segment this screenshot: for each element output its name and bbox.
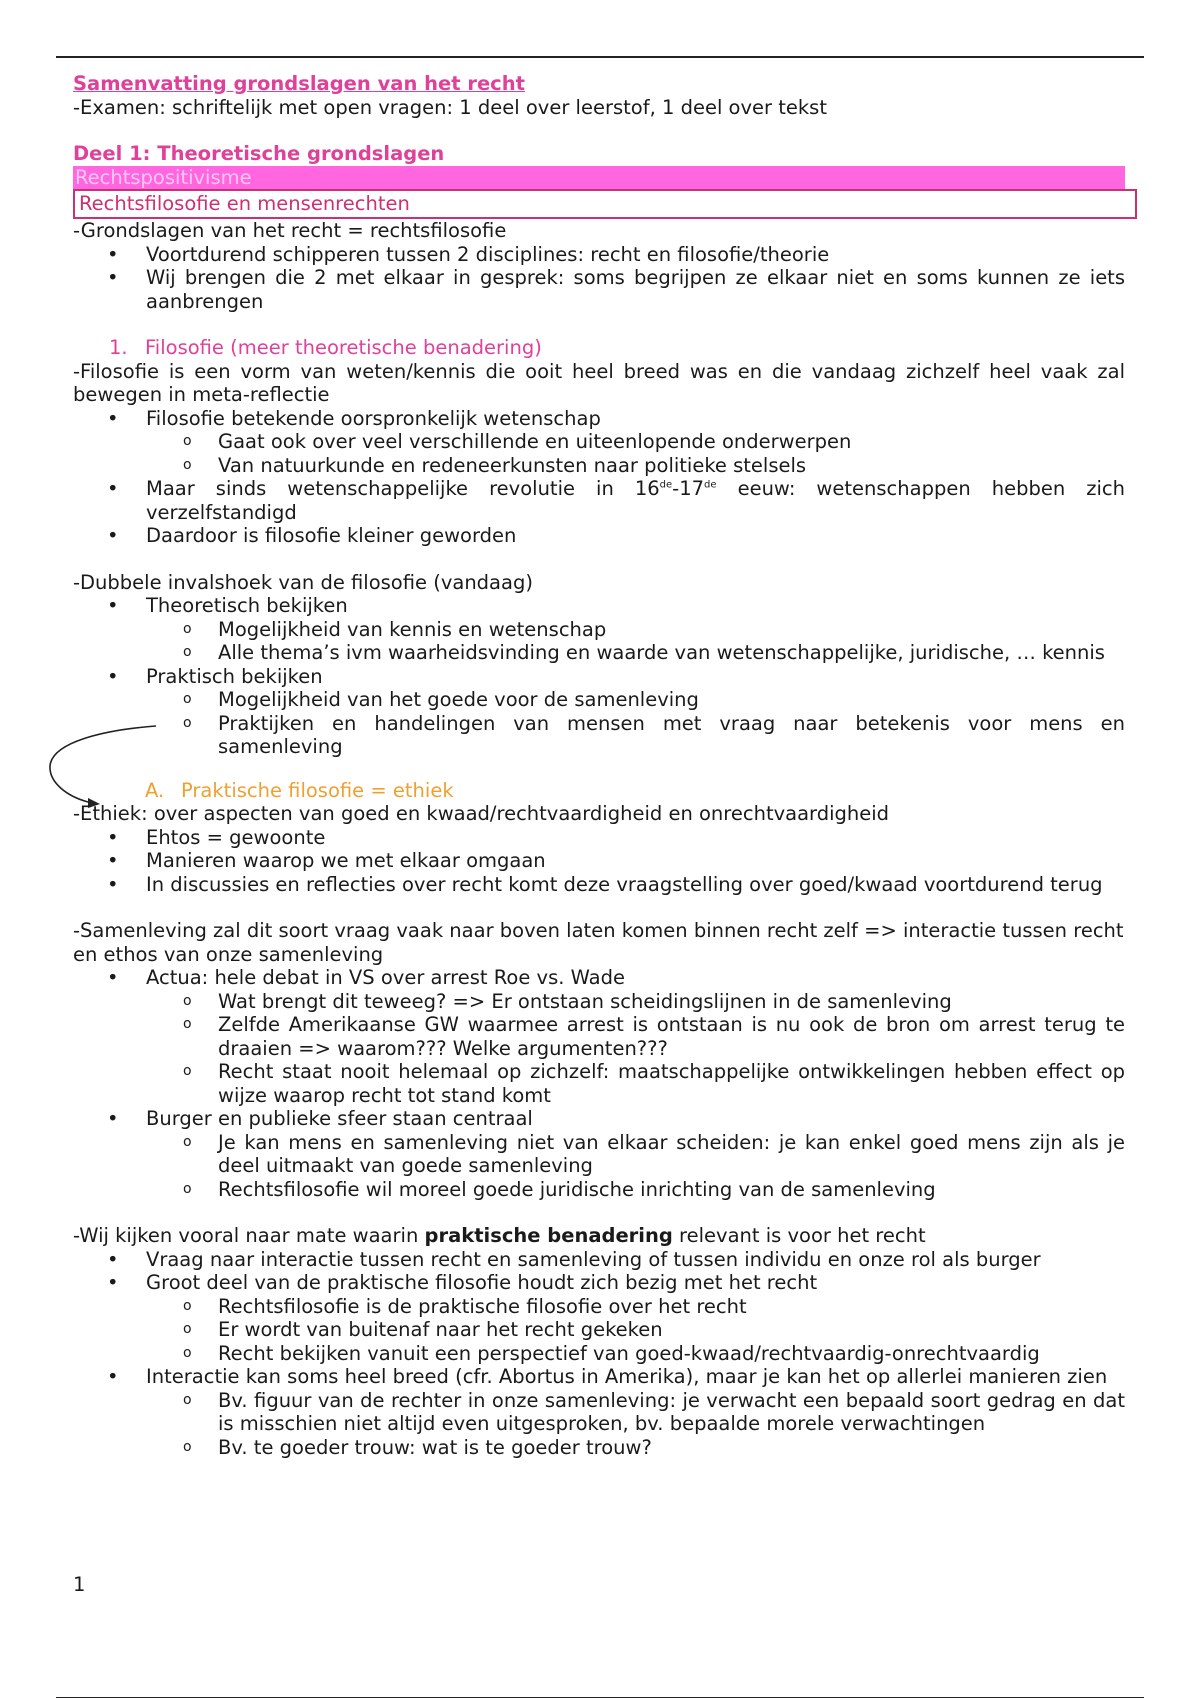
list-item-text: Filosofie betekende oorspronkelijk wetenschap <box>146 406 601 430</box>
section-1-paragraph: -Filosofie is een vorm van weten/kennis die ooit heel breed was en die vandaag zichzelf heel vaak zal bewegen in meta-reflectie <box>73 359 1125 406</box>
document-body <box>73 72 1125 1459</box>
list-item-text: Praktisch bekijken <box>146 664 323 688</box>
page-number: 1 <box>73 1573 86 1596</box>
list-item: • Ehtos = gewoonte <box>73 826 1125 850</box>
sub-list <box>73 990 1125 1108</box>
practical-list <box>73 1248 1125 1460</box>
society-list <box>73 966 1125 1201</box>
sub-list-item: o Je kan mens en samenleving niet van elkaar scheiden: je kan enkel goed mens zijn als je deel uitmaakt van goede samenleving <box>73 1131 1125 1178</box>
sub-list <box>73 618 1125 665</box>
list-item <box>73 1107 1125 1201</box>
society-line: -Samenleving zal dit soort vraag vaak naar boven laten komen binnen recht zelf => interactie tussen recht en ethos van onze samenleving <box>73 919 1124 966</box>
list-item <box>73 477 1125 524</box>
list-item <box>73 407 1125 478</box>
list-item: • Voortdurend schipperen tussen 2 disciplines: recht en filosofie/theorie <box>73 243 1125 267</box>
sub-list <box>73 1389 1125 1460</box>
footer-rule <box>56 1697 1144 1698</box>
sub-list-item: o Zelfde Amerikaanse GW waarmee arrest is ontstaan is nu ook de bron om arrest terug te draaien => waarom??? Welke argumenten??? <box>73 1013 1125 1060</box>
superscript: de <box>659 479 673 491</box>
sub-list-item: o Bv. te goeder trouw: wat is te goeder trouw? <box>73 1436 1125 1460</box>
sub-list <box>73 1131 1125 1202</box>
sub-list-item: o Rechtsfilosofie is de praktische filosofie over het recht <box>73 1295 1125 1319</box>
sub-list-item: o Rechtsfilosofie wil moreel goede juridische inrichting van de samenleving <box>73 1178 1125 1202</box>
bold-text: praktische benadering <box>424 1224 673 1247</box>
list-item-text: Actua: hele debat in VS over arrest Roe vs. Wade <box>146 966 625 989</box>
sub-list <box>73 1295 1125 1366</box>
section-a-heading <box>73 779 1125 803</box>
list-item-text: Burger en publieke sfeer staan centraal <box>146 1107 533 1130</box>
list-item <box>73 665 1125 759</box>
sub-list-item: o Recht bekijken vanuit een perspectief van goed-kwaad/rechtvaardig-onrechtvaardig <box>73 1342 1125 1366</box>
list-item-text: Interactie kan soms heel breed (cfr. Abortus in Amerika), maar je kan het op allerlei manieren zien <box>146 1365 1108 1388</box>
list-item: • In discussies en reflecties over recht komt deze vraagstelling over goed/kwaad voortdurend terug <box>73 873 1125 897</box>
section-1-heading <box>73 336 1125 360</box>
ethics-list <box>73 826 1125 897</box>
document-title: Samenvatting grondslagen van het recht <box>73 72 525 95</box>
sub-list-item: o Alle thema’s ivm waarheidsvinding en waarde van wetenschappelijke, juridische, … kennis <box>73 641 1125 665</box>
section-number: 1. <box>109 336 128 359</box>
section-letter: A. <box>145 778 165 802</box>
header-rule <box>56 56 1144 58</box>
list-item <box>73 594 1125 665</box>
sub-list-item: o Van natuurkunde en redeneerkunsten naar politieke stelsels <box>73 454 1125 478</box>
list-item-text: Groot deel van de praktische filosofie houdt zich bezig met het recht <box>146 1271 818 1294</box>
list-item: • Wij brengen die 2 met elkaar in gesprek: soms begrijpen ze elkaar niet en soms kunnen ze iets aanbrengen <box>73 266 1125 313</box>
list-item-text: Maar sinds wetenschappelijke revolutie in 16 <box>146 477 660 500</box>
superscript: de <box>704 479 717 491</box>
section-1-list <box>73 407 1125 548</box>
sub-list-item: o Gaat ook over veel verschillende en uiteenlopende onderwerpen <box>73 430 1125 454</box>
double-perspective-list <box>73 594 1125 759</box>
sub-list-item: o Praktijken en handelingen van mensen met vraag naar betekenis voor mens en samenleving <box>73 712 1125 759</box>
sub-list-item: o Wat brengt dit teweeg? => Er ontstaan scheidingslijnen in de samenleving <box>73 990 1125 1014</box>
section-title: Praktische filosofie = ethiek <box>181 778 454 802</box>
double-perspective-line: -Dubbele invalshoek van de filosofie (vandaag) <box>73 570 533 594</box>
list-item <box>73 1271 1125 1365</box>
list-item <box>73 966 1125 1107</box>
list-item-text: -17 <box>672 477 705 500</box>
sub-list <box>73 430 1125 477</box>
sub-list-item: o Er wordt van buitenaf naar het recht gekeken <box>73 1318 1125 1342</box>
intro-line: -Grondslagen van het recht = rechtsfilosofie <box>73 219 507 242</box>
sub-list-item: o Bv. figuur van de rechter in onze samenleving: je verwacht een bepaald soort gedrag en dat is misschien niet altijd even uitgesproken, bv. bepaalde morele verwachtingen <box>73 1389 1125 1436</box>
list-item: • Daardoor is filosofie kleiner geworden <box>73 524 1125 548</box>
text-span: relevant is voor het recht <box>672 1224 926 1247</box>
sub-list-item: o Mogelijkheid van kennis en wetenschap <box>73 618 1125 642</box>
sub-list <box>73 688 1125 759</box>
sub-list-item: o Recht staat nooit helemaal op zichzelf: maatschappelijke ontwikkelingen hebben effect op wijze waarop recht tot stand komt <box>73 1060 1125 1107</box>
practical-line <box>73 1224 1125 1248</box>
highlighted-heading: Rechtspositivisme <box>73 166 1125 190</box>
list-item: • Manieren waarop we met elkaar omgaan <box>73 849 1125 873</box>
list-item-text: Theoretisch bekijken <box>146 594 348 617</box>
exam-note: -Examen: schriftelijk met open vragen: 1 deel over leerstof, 1 deel over tekst <box>73 95 827 119</box>
list-item <box>73 1365 1125 1459</box>
text-span: -Wij kijken vooral naar mate waarin <box>73 1224 425 1247</box>
list-item: • Vraag naar interactie tussen recht en samenleving of tussen individu en onze rol als burger <box>73 1248 1125 1272</box>
ethics-line: -Ethiek: over aspecten van goed en kwaad/rechtvaardigheid en onrechtvaardigheid <box>73 802 890 825</box>
section-title: Filosofie (meer theoretische benadering) <box>145 336 542 359</box>
list-item-text: eeuw: wetenschappen hebben zich verzelfstandigd <box>146 477 1125 524</box>
intro-list <box>73 243 1125 314</box>
sub-list-item: o Mogelijkheid van het goede voor de samenleving <box>73 688 1125 712</box>
boxed-heading: Rechtsfilosofie en mensenrechten <box>73 189 1137 219</box>
part-heading: Deel 1: Theoretische grondslagen <box>73 142 445 165</box>
